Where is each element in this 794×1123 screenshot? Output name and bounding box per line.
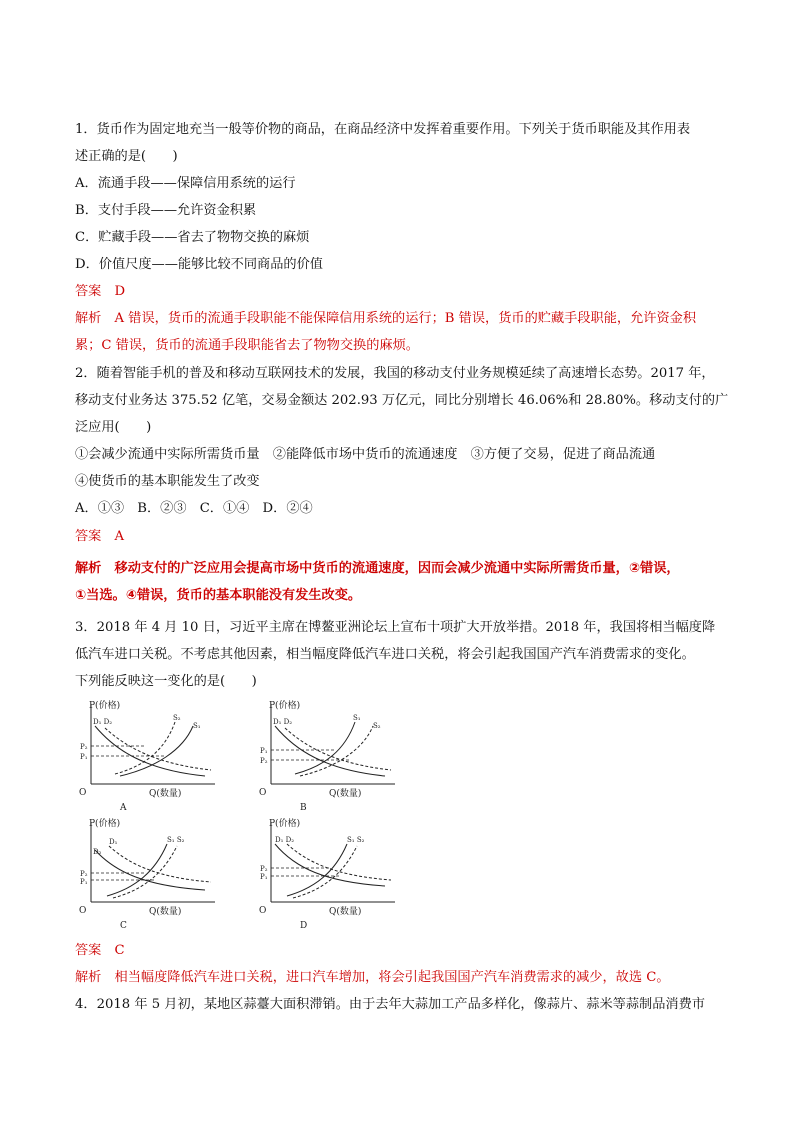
graph-d-origin: O (259, 906, 267, 916)
svg-text:S₁ S₂: S₁ S₂ (167, 836, 185, 844)
graph-d-x-label: Q(数量) (329, 907, 362, 917)
svg-text:P₂: P₂ (80, 743, 88, 751)
svg-text:D₁ D₂: D₁ D₂ (93, 718, 113, 726)
q2-options: A．①③ B．②③ C．①④ D．②④ (75, 501, 313, 516)
q4-stem-line1: 4．2018 年 5 月初，某地区蒜薹大面积滞销。由于去年大蒜加工产品多样化，像蒜片、蒜米等蒜制品消费市 (75, 997, 705, 1012)
q2-stem-line1: 2．随着智能手机的普及和移动互联网技术的发展，我国的移动支付业务规模延续了高速增长态势。2017 年， (75, 366, 715, 381)
svg-text:P₂: P₂ (80, 870, 88, 878)
graph-a-x-label: Q(数量) (149, 789, 182, 799)
q1-stem-line1: 1．货币作为固定地充当一般等价物的商品，在商品经济中发挥着重要作用。下列关于货币职能及其作用表 (75, 122, 691, 137)
graph-c-x-label: Q(数量) (149, 907, 182, 917)
q1-option-c: C．贮藏手段——省去了物物交换的麻烦 (75, 230, 310, 245)
graph-c-y-label: P(价格) (89, 819, 121, 829)
q2-items-line2: ④使货币的基本职能发生了改变 (75, 474, 260, 489)
svg-text:P₁: P₁ (260, 873, 268, 881)
graph-c-caption: C (120, 921, 127, 931)
q2-analysis-line1: 解析 移动支付的广泛应用会提高市场中货币的流通速度，因而会减少流通中实际所需货币量，②错误， (75, 561, 680, 576)
q3-stem-line2: 低汽车进口关税。不考虑其他因素，相当幅度降低汽车进口关税，将会引起我国国产汽车消费需求的变化。 (75, 647, 695, 662)
graph-c (75, 818, 265, 938)
graph-b-origin: O (259, 788, 267, 798)
svg-text:S₂: S₂ (373, 722, 381, 730)
svg-text:S₂: S₂ (173, 714, 181, 722)
q2-items-line1: ①会减少流通中实际所需货币量 ②能降低市场中货币的流通速度 ③方便了交易，促进了商品流通 (75, 447, 656, 462)
svg-text:P₁: P₁ (260, 747, 268, 755)
q1-answer: 答案 D (75, 284, 126, 299)
svg-text:D₁ D₂: D₁ D₂ (275, 836, 295, 844)
q2-stem-line2: 移动支付业务达 375.52 亿笔，交易金额达 202.93 万亿元，同比分别增长 46.06%和 28.80%。移动支付的广 (75, 393, 729, 408)
svg-text:P₂: P₂ (260, 757, 268, 765)
graph-b-caption: B (300, 803, 307, 813)
q2-answer: 答案 A (75, 529, 125, 544)
graph-a-origin: O (79, 788, 87, 798)
q1-stem-line2: 述正确的是( ) (75, 149, 178, 164)
q3-analysis: 解析 相当幅度降低汽车进口关税，进口汽车增加，将会引起我国国产汽车消费需求的减少，故选 C。 (75, 970, 670, 985)
svg-text:S₁ S₂: S₁ S₂ (347, 836, 365, 844)
q1-option-b: B．支付手段——允许资金积累 (75, 203, 257, 218)
graph-d-caption: D (300, 921, 308, 931)
svg-text:S₁: S₁ (353, 714, 361, 722)
q3-answer: 答案 C (75, 943, 125, 958)
q3-stem-line1: 3．2018 年 4 月 10 日，习近平主席在博鳌亚洲论坛上宣布十项扩大开放举措。2018 年，我国将相当幅度降 (75, 620, 716, 635)
q1-option-d: D．价值尺度——能够比较不同商品的价值 (75, 257, 323, 272)
svg-text:P₁: P₁ (80, 753, 88, 761)
svg-text:P₁: P₁ (80, 878, 88, 886)
graph-b (255, 700, 445, 820)
svg-text:D₂: D₂ (93, 848, 102, 856)
q1-analysis-line1: 解析 A 错误，货币的流通手段职能不能保障信用系统的运行；B 错误，货币的贮藏手段职能，允许资金积 (75, 311, 697, 326)
graph-b-y-label: P(价格) (269, 701, 301, 711)
q2-analysis-line2: ①当选。④错误，货币的基本职能没有发生改变。 (75, 588, 362, 603)
graph-d (255, 818, 445, 938)
q1-analysis-line2: 累；C 错误，货币的流通手段职能省去了物物交换的麻烦。 (75, 338, 419, 353)
q2-stem-line3: 泛应用( ) (75, 420, 152, 435)
graph-d-y-label: P(价格) (269, 819, 301, 829)
svg-text:D₁: D₁ (109, 838, 118, 846)
graph-a (75, 700, 265, 820)
graph-a-caption: A (120, 803, 127, 813)
graph-c-origin: O (79, 906, 87, 916)
q3-stem-line3: 下列能反映这一变化的是( ) (75, 674, 257, 689)
svg-text:P₂: P₂ (260, 865, 268, 873)
graph-b-x-label: Q(数量) (329, 789, 362, 799)
svg-text:S₁: S₁ (193, 722, 201, 730)
svg-text:D₁ D₂: D₁ D₂ (273, 718, 293, 726)
q1-option-a: A．流通手段——保障信用系统的运行 (75, 176, 296, 191)
graph-a-y-label: P(价格) (89, 701, 121, 711)
